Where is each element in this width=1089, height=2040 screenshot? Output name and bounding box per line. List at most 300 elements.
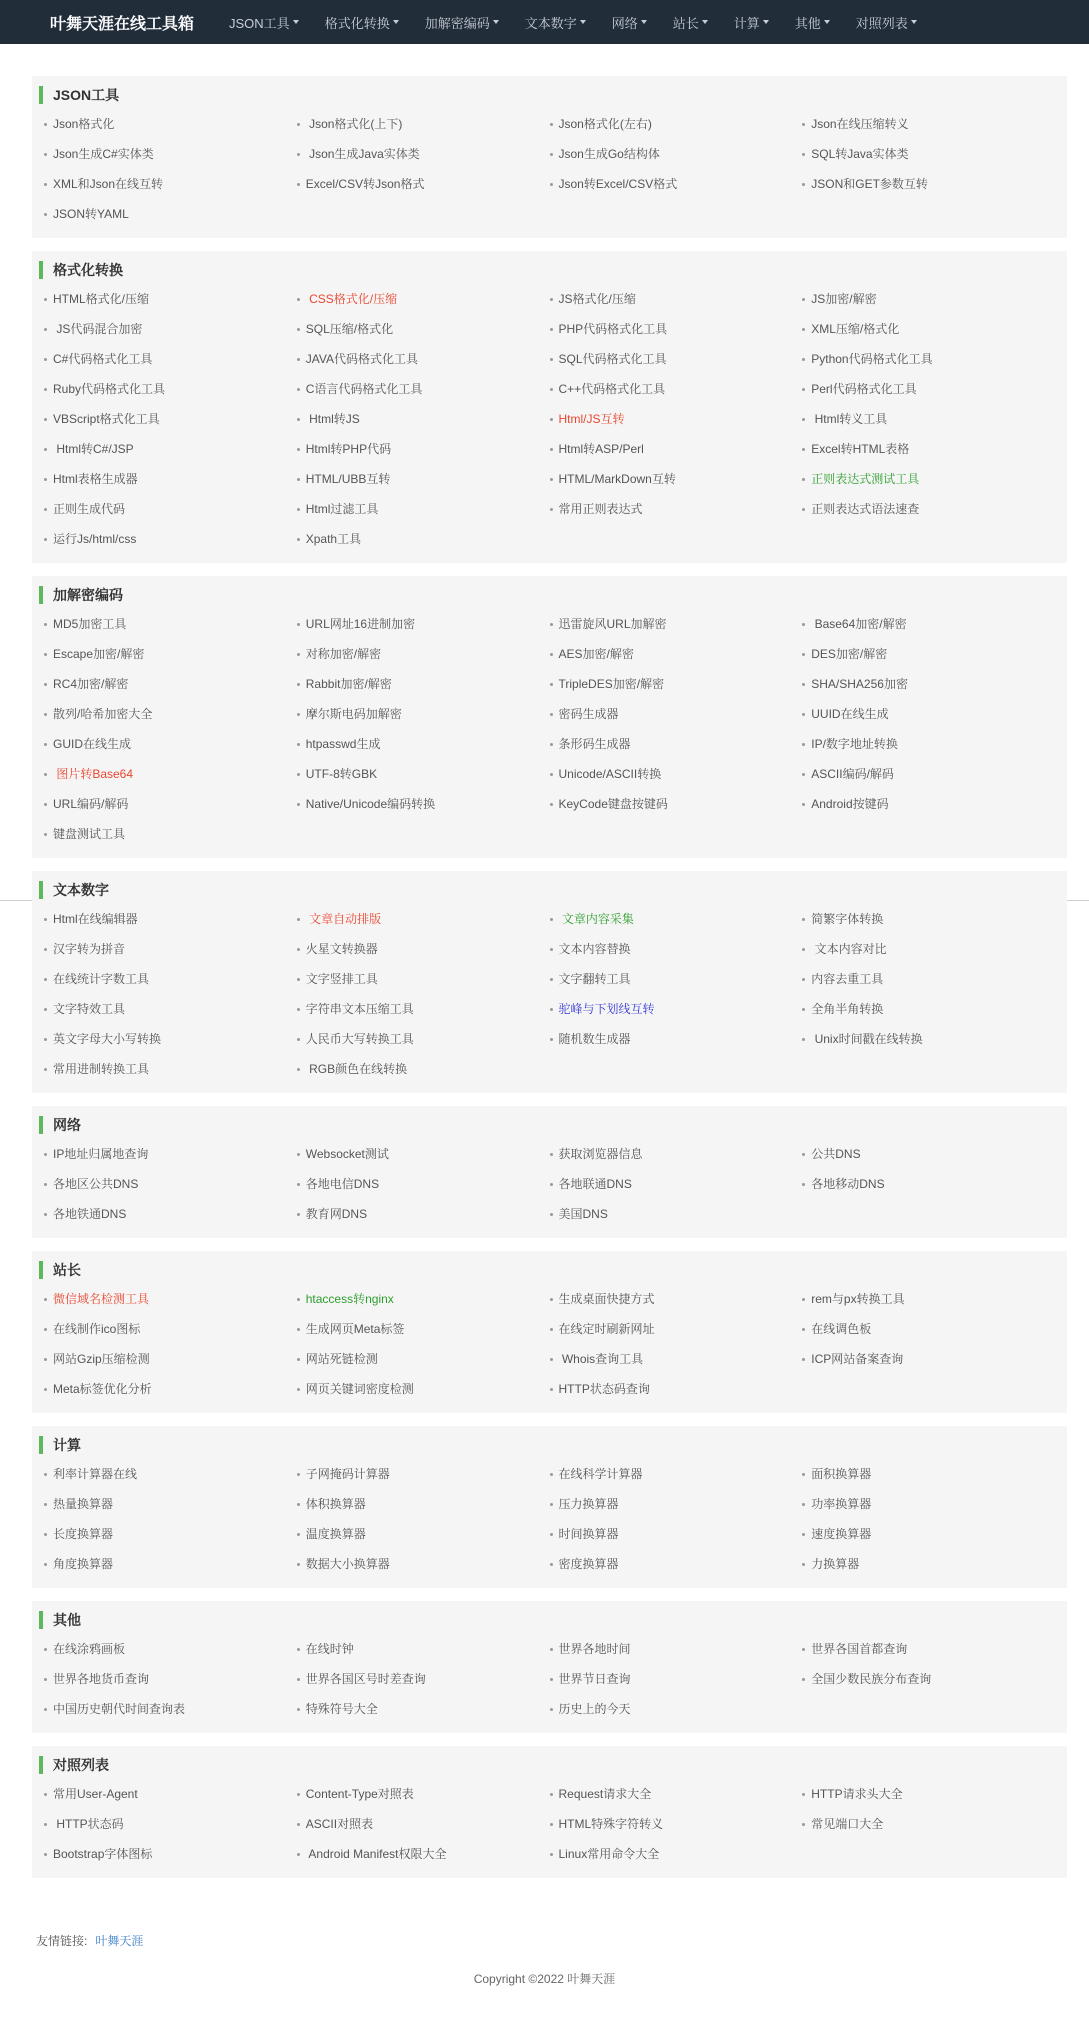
- tool-link-label: 运行Js/html/css: [53, 532, 137, 546]
- tool-link[interactable]: [297, 733, 550, 763]
- tool-link-label: Perl代码格式化工具: [811, 382, 917, 396]
- tool-link-label: SHA/SHA256加密: [811, 677, 908, 691]
- tool-link[interactable]: [297, 1143, 550, 1173]
- tool-link[interactable]: [550, 1318, 803, 1348]
- tool-link[interactable]: [550, 1783, 803, 1813]
- tool-link[interactable]: [802, 438, 1055, 468]
- tool-link-label: 驼峰与下划线互转: [558, 1002, 655, 1016]
- bullet-icon: [550, 1473, 553, 1476]
- nav-item-1[interactable]: [312, 13, 412, 32]
- tool-link[interactable]: [297, 288, 550, 318]
- tool-link[interactable]: [297, 1318, 550, 1348]
- tool-link[interactable]: [802, 1288, 1055, 1318]
- bullet-icon: [297, 1648, 300, 1651]
- tool-link[interactable]: [550, 763, 803, 793]
- tool-link[interactable]: [550, 1143, 803, 1173]
- tool-link[interactable]: [550, 1028, 803, 1058]
- tool-link-label: 密码生成器: [558, 707, 619, 721]
- tool-link[interactable]: [44, 1203, 297, 1233]
- tool-link[interactable]: [297, 1058, 550, 1088]
- bullet-icon: [550, 978, 553, 981]
- tool-link[interactable]: [550, 498, 803, 528]
- tool-link[interactable]: [44, 968, 297, 998]
- tool-link-label: 英文字母大小写转换: [53, 1032, 162, 1046]
- tool-link-label: Rabbit加密/解密: [305, 677, 392, 691]
- tool-link[interactable]: [44, 643, 297, 673]
- tool-link-label: ICP网站备案查询: [811, 1352, 904, 1366]
- tool-list: [44, 113, 1055, 233]
- tool-link[interactable]: [297, 348, 550, 378]
- tool-link[interactable]: [44, 823, 297, 853]
- tool-link[interactable]: [802, 643, 1055, 673]
- tool-link[interactable]: [297, 673, 550, 703]
- caret-down-icon: [702, 20, 708, 24]
- tool-link[interactable]: [802, 613, 1055, 643]
- tool-link-label: XML和Json在线互转: [53, 177, 164, 191]
- nav-item-label: 格式化转换: [324, 15, 390, 31]
- tool-link-label: URL编码/解码: [53, 797, 129, 811]
- bullet-icon: [802, 123, 805, 126]
- tool-link-label: 火星文转换器: [305, 942, 378, 956]
- tool-link[interactable]: [802, 378, 1055, 408]
- tool-link[interactable]: [297, 143, 550, 173]
- tool-link-label: PHP代码格式化工具: [558, 322, 668, 336]
- tool-link[interactable]: [297, 1783, 550, 1813]
- tool-link[interactable]: [297, 378, 550, 408]
- bullet-icon: [550, 448, 553, 451]
- site-brand[interactable]: 叶舞天涯在线工具箱: [50, 15, 195, 33]
- tool-link[interactable]: [802, 468, 1055, 498]
- caret-down-icon: [824, 20, 830, 24]
- tool-link-label: 散列/哈希加密大全: [53, 707, 153, 721]
- bullet-icon: [44, 978, 47, 981]
- tool-link-label: 常用User-Agent: [53, 1787, 138, 1801]
- tool-link[interactable]: [802, 498, 1055, 528]
- tool-link[interactable]: [802, 1173, 1055, 1203]
- tool-link[interactable]: [297, 763, 550, 793]
- tool-link-label: 功率换算器: [811, 1497, 872, 1511]
- tool-link[interactable]: [802, 673, 1055, 703]
- nav-item-3[interactable]: [512, 13, 599, 32]
- tool-link[interactable]: [44, 113, 297, 143]
- tool-link-label: 各地移动DNS: [811, 1177, 885, 1191]
- tool-link[interactable]: [802, 968, 1055, 998]
- tool-link-label: 正则表达式测试工具: [811, 472, 920, 486]
- tool-link[interactable]: [297, 1493, 550, 1523]
- tool-link[interactable]: [44, 318, 297, 348]
- tool-link[interactable]: [44, 1813, 297, 1843]
- bullet-icon: [44, 1068, 47, 1071]
- tool-link[interactable]: [297, 1288, 550, 1318]
- tool-link[interactable]: [44, 1288, 297, 1318]
- tool-link[interactable]: [44, 1668, 297, 1698]
- bullet-icon: [297, 538, 300, 541]
- tool-link-label: Json格式化(左右): [558, 117, 652, 131]
- bullet-icon: [44, 1648, 47, 1651]
- bullet-icon: [550, 1793, 553, 1796]
- tool-link[interactable]: [44, 1318, 297, 1348]
- section-title-bar: [39, 1261, 43, 1279]
- tool-link[interactable]: [550, 173, 803, 203]
- bullet-icon: [297, 978, 300, 981]
- bullet-icon: [44, 1298, 47, 1301]
- bullet-icon: [802, 683, 805, 686]
- bullet-icon: [44, 328, 47, 331]
- tool-link[interactable]: [550, 318, 803, 348]
- tool-link[interactable]: [297, 408, 550, 438]
- tool-link[interactable]: [550, 1463, 803, 1493]
- section-title-text: 站长: [53, 1262, 81, 1278]
- tool-link[interactable]: [44, 1348, 297, 1378]
- tool-link-label: HTTP请求头大全: [811, 1787, 903, 1801]
- tool-link[interactable]: [44, 498, 297, 528]
- bullet-icon: [550, 918, 553, 921]
- tool-link[interactable]: [802, 1668, 1055, 1698]
- bullet-icon: [44, 1823, 47, 1826]
- bullet-icon: [802, 418, 805, 421]
- tool-link[interactable]: [297, 938, 550, 968]
- tool-link[interactable]: [297, 1638, 550, 1668]
- tool-link[interactable]: [44, 1028, 297, 1058]
- section-title: [44, 1609, 1055, 1631]
- tool-link[interactable]: [550, 1378, 803, 1408]
- bullet-icon: [802, 1298, 805, 1301]
- bullet-icon: [550, 713, 553, 716]
- tool-link[interactable]: [44, 408, 297, 438]
- tool-link[interactable]: [297, 643, 550, 673]
- tool-list: [44, 1288, 1055, 1408]
- tool-link[interactable]: [44, 793, 297, 823]
- tool-sections: [32, 76, 1067, 1891]
- bullet-icon: [44, 153, 47, 156]
- tool-link[interactable]: [550, 288, 803, 318]
- nav-item-8[interactable]: [843, 13, 930, 32]
- bullet-icon: [297, 1533, 300, 1536]
- tool-link[interactable]: [44, 908, 297, 938]
- tool-link[interactable]: [550, 908, 803, 938]
- copyright: Copyright ©2022 叶舞天涯: [473, 1972, 616, 1986]
- tool-link-label: JS代码混合加密: [53, 322, 143, 336]
- tool-link[interactable]: [44, 1553, 297, 1583]
- tool-link[interactable]: [297, 1378, 550, 1408]
- tool-link[interactable]: [550, 703, 803, 733]
- tool-link[interactable]: [550, 1288, 803, 1318]
- tool-link[interactable]: [802, 793, 1055, 823]
- bullet-icon: [802, 153, 805, 156]
- bullet-icon: [297, 743, 300, 746]
- friend-link[interactable]: 叶舞天涯: [95, 1934, 144, 1948]
- tool-link[interactable]: [44, 528, 297, 558]
- tool-link[interactable]: [297, 613, 550, 643]
- tool-link[interactable]: [297, 793, 550, 823]
- tool-link[interactable]: [44, 1463, 297, 1493]
- bullet-icon: [802, 653, 805, 656]
- tool-link[interactable]: [802, 1638, 1055, 1668]
- bullet-icon: [44, 1213, 47, 1216]
- tool-link[interactable]: [297, 438, 550, 468]
- tool-link[interactable]: [802, 113, 1055, 143]
- tool-link-label: 世界各国首都查询: [811, 1642, 908, 1656]
- bullet-icon: [44, 683, 47, 686]
- tool-link[interactable]: [802, 1463, 1055, 1493]
- tool-link[interactable]: [44, 1058, 297, 1088]
- section-title: [44, 259, 1055, 281]
- tool-link[interactable]: [44, 143, 297, 173]
- bullet-icon: [297, 298, 300, 301]
- tool-link[interactable]: [550, 1203, 803, 1233]
- bullet-icon: [44, 1183, 47, 1186]
- tool-link[interactable]: [802, 733, 1055, 763]
- tool-link[interactable]: [550, 1668, 803, 1698]
- bullet-icon: [550, 508, 553, 511]
- tool-link[interactable]: [802, 288, 1055, 318]
- tool-link[interactable]: [802, 1523, 1055, 1553]
- tool-link[interactable]: [44, 1698, 297, 1728]
- tool-link[interactable]: [802, 763, 1055, 793]
- bullet-icon: [550, 1853, 553, 1856]
- tool-link[interactable]: [44, 703, 297, 733]
- section-title-text: 其他: [53, 1612, 81, 1628]
- tool-link[interactable]: [802, 1348, 1055, 1378]
- tool-link[interactable]: [297, 1843, 550, 1873]
- tool-link[interactable]: [550, 468, 803, 498]
- tool-link[interactable]: [550, 1348, 803, 1378]
- tool-link[interactable]: [44, 998, 297, 1028]
- tool-list: [44, 1143, 1055, 1233]
- tool-link[interactable]: [802, 318, 1055, 348]
- tool-link[interactable]: [297, 908, 550, 938]
- bullet-icon: [297, 803, 300, 806]
- bullet-icon: [297, 123, 300, 126]
- tool-link[interactable]: [44, 203, 297, 233]
- tool-link[interactable]: [44, 1523, 297, 1553]
- tool-link-label: JSON和GET参数互转: [811, 177, 928, 191]
- bullet-icon: [550, 1648, 553, 1651]
- tool-link[interactable]: [802, 1028, 1055, 1058]
- tool-link[interactable]: [550, 113, 803, 143]
- tool-link[interactable]: [550, 613, 803, 643]
- tool-link[interactable]: [550, 1843, 803, 1873]
- bullet-icon: [44, 123, 47, 126]
- nav-item-0[interactable]: [216, 13, 312, 32]
- tool-link[interactable]: [44, 438, 297, 468]
- tool-link[interactable]: [44, 613, 297, 643]
- bullet-icon: [550, 948, 553, 951]
- tool-link[interactable]: [44, 348, 297, 378]
- tool-link[interactable]: [297, 1173, 550, 1203]
- tool-link[interactable]: [550, 733, 803, 763]
- tool-link[interactable]: [297, 1813, 550, 1843]
- nav-item-6[interactable]: [721, 13, 782, 32]
- tool-link[interactable]: [297, 1523, 550, 1553]
- tool-link[interactable]: [550, 643, 803, 673]
- tool-link[interactable]: [44, 763, 297, 793]
- tool-link-label: 文字特效工具: [53, 1002, 126, 1016]
- tool-link[interactable]: [550, 1553, 803, 1583]
- bullet-icon: [550, 298, 553, 301]
- tool-link-label: 文本内容对比: [811, 942, 887, 956]
- section-title-text: JSON工具: [53, 87, 120, 103]
- tool-link[interactable]: [44, 288, 297, 318]
- tool-link[interactable]: [550, 1173, 803, 1203]
- tool-link[interactable]: [44, 938, 297, 968]
- bullet-icon: [44, 743, 47, 746]
- nav-item-7[interactable]: [782, 13, 843, 32]
- section-0: [32, 76, 1067, 238]
- bullet-icon: [44, 1153, 47, 1156]
- tool-link-label: Json转Excel/CSV格式: [558, 177, 678, 191]
- tool-link[interactable]: [44, 1493, 297, 1523]
- tool-link[interactable]: [802, 1318, 1055, 1348]
- tool-link[interactable]: [802, 938, 1055, 968]
- tool-link[interactable]: [297, 498, 550, 528]
- tool-link[interactable]: [802, 173, 1055, 203]
- tool-link-label: VBScript格式化工具: [53, 412, 160, 426]
- tool-link[interactable]: [550, 1493, 803, 1523]
- nav-item-label: 网络: [611, 15, 638, 31]
- tool-link[interactable]: [297, 1203, 550, 1233]
- section-title: [44, 1434, 1055, 1456]
- bullet-icon: [44, 1793, 47, 1796]
- tool-link-label: 在线调色板: [811, 1322, 872, 1336]
- bullet-icon: [297, 1563, 300, 1566]
- tool-link[interactable]: [297, 113, 550, 143]
- tool-list: [44, 1638, 1055, 1728]
- tool-link[interactable]: [44, 468, 297, 498]
- tool-link[interactable]: [550, 348, 803, 378]
- tool-link[interactable]: [550, 143, 803, 173]
- tool-link[interactable]: [802, 703, 1055, 733]
- tool-link[interactable]: [297, 1028, 550, 1058]
- tool-link[interactable]: [802, 1813, 1055, 1843]
- bullet-icon: [802, 623, 805, 626]
- tool-link[interactable]: [297, 173, 550, 203]
- tool-list: [44, 288, 1055, 558]
- friend-links: [36, 1932, 143, 1949]
- tool-link[interactable]: [297, 703, 550, 733]
- tool-link[interactable]: [802, 1553, 1055, 1583]
- tool-link[interactable]: [297, 318, 550, 348]
- tool-link-label: C++代码格式化工具: [558, 382, 666, 396]
- tool-link[interactable]: [802, 1493, 1055, 1523]
- tool-link-label: Excel转HTML表格: [811, 442, 910, 456]
- tool-link-label: HTTP状态码查询: [558, 1382, 650, 1396]
- bullet-icon: [297, 1038, 300, 1041]
- section-title-bar: [39, 1611, 43, 1629]
- tool-link[interactable]: [44, 733, 297, 763]
- tool-link-label: Json在线压缩转义: [811, 117, 909, 131]
- tool-link[interactable]: [802, 1783, 1055, 1813]
- bullet-icon: [550, 1823, 553, 1826]
- tool-link-label: 文章自动排版: [305, 912, 382, 926]
- tool-link[interactable]: [297, 1668, 550, 1698]
- section-3: [32, 871, 1067, 1093]
- nav-item-5[interactable]: [660, 13, 721, 32]
- tool-link-label: Linux常用命令大全: [558, 1847, 660, 1861]
- tool-link-label: 教育网DNS: [305, 1207, 368, 1221]
- bullet-icon: [802, 1473, 805, 1476]
- tool-link-label: 长度换算器: [53, 1527, 114, 1541]
- tool-link[interactable]: [44, 173, 297, 203]
- tool-link-label: Request请求大全: [558, 1787, 652, 1801]
- tool-link[interactable]: [550, 998, 803, 1028]
- tool-link[interactable]: [297, 1348, 550, 1378]
- tool-link[interactable]: [297, 1553, 550, 1583]
- tool-link-label: 键盘测试工具: [53, 827, 126, 841]
- tool-link-label: 在线时钟: [305, 1642, 354, 1656]
- bullet-icon: [802, 1328, 805, 1331]
- tool-link[interactable]: [550, 938, 803, 968]
- tool-link[interactable]: [297, 468, 550, 498]
- bullet-icon: [802, 1038, 805, 1041]
- tool-link[interactable]: [802, 908, 1055, 938]
- tool-link[interactable]: [44, 378, 297, 408]
- bullet-icon: [44, 623, 47, 626]
- section-title-text: 格式化转换: [53, 262, 123, 278]
- tool-link[interactable]: [550, 1698, 803, 1728]
- section-title-bar: [39, 881, 43, 899]
- tool-link[interactable]: [44, 1783, 297, 1813]
- tool-link[interactable]: [550, 1638, 803, 1668]
- tool-link-label: 常用正则表达式: [558, 502, 643, 516]
- tool-link[interactable]: [550, 1523, 803, 1553]
- tool-link-label: Xpath工具: [305, 532, 362, 546]
- tool-link[interactable]: [297, 998, 550, 1028]
- tool-link-label: htaccess转nginx: [305, 1292, 394, 1306]
- tool-link-label: 获取浏览器信息: [558, 1147, 643, 1161]
- tool-link[interactable]: [802, 408, 1055, 438]
- bullet-icon: [44, 1533, 47, 1536]
- tool-link[interactable]: [44, 673, 297, 703]
- tool-link[interactable]: [550, 1813, 803, 1843]
- tool-link[interactable]: [802, 143, 1055, 173]
- tool-link[interactable]: [297, 1698, 550, 1728]
- nav-item-4[interactable]: [599, 13, 660, 32]
- tool-link[interactable]: [297, 1463, 550, 1493]
- tool-link[interactable]: [297, 968, 550, 998]
- tool-link-label: 在线定时刷新网址: [558, 1322, 655, 1336]
- tool-link[interactable]: [44, 1378, 297, 1408]
- bullet-icon: [44, 833, 47, 836]
- tool-link[interactable]: [550, 378, 803, 408]
- tool-link[interactable]: [44, 1843, 297, 1873]
- bullet-icon: [297, 358, 300, 361]
- tool-link[interactable]: [802, 1143, 1055, 1173]
- caret-down-icon: [641, 20, 647, 24]
- tool-link-label: 迅雷旋风URL加解密: [558, 617, 667, 631]
- friend-links-label: 友情链接:: [36, 1934, 88, 1948]
- tool-link[interactable]: [802, 348, 1055, 378]
- tool-link[interactable]: [550, 968, 803, 998]
- tool-link-label: Content-Type对照表: [305, 1787, 414, 1801]
- tool-link[interactable]: [44, 1173, 297, 1203]
- section-title-text: 加解密编码: [53, 587, 123, 603]
- tool-link-label: 角度换算器: [53, 1557, 114, 1571]
- tool-list: [44, 908, 1055, 1088]
- tool-link[interactable]: [802, 998, 1055, 1028]
- bullet-icon: [44, 1328, 47, 1331]
- tool-link[interactable]: [550, 793, 803, 823]
- tool-link[interactable]: [44, 1143, 297, 1173]
- nav-item-2[interactable]: [412, 13, 512, 32]
- bullet-icon: [297, 448, 300, 451]
- tool-link[interactable]: [550, 438, 803, 468]
- tool-link[interactable]: [550, 408, 803, 438]
- tool-link[interactable]: [44, 1638, 297, 1668]
- bullet-icon: [550, 123, 553, 126]
- tool-link[interactable]: [550, 673, 803, 703]
- tool-link[interactable]: [297, 528, 550, 558]
